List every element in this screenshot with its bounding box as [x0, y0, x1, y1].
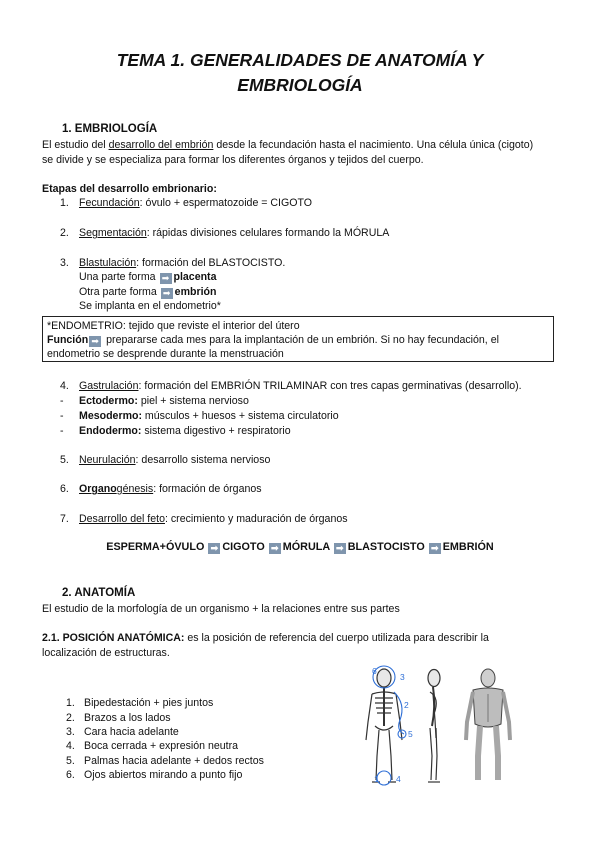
figure-label: 3: [400, 672, 405, 682]
stage-1-term: Fecundación: [79, 197, 140, 209]
list-item: Brazos a los lados: [84, 712, 171, 724]
layer-dash: -: [60, 425, 64, 437]
layer-dash: -: [60, 410, 64, 422]
stage-7: [79, 512, 348, 526]
stage-3-desc: : formación del BLASTOCISTO.: [136, 257, 286, 269]
arrow-right-icon: ➡: [208, 543, 220, 554]
stage-6-term-rest: génesis: [116, 483, 154, 495]
stages-title: Etapas del desarrollo embrionario:: [42, 183, 217, 195]
anatomical-position-figure: [360, 664, 520, 788]
muscle-figure: [466, 669, 510, 780]
stage-6-desc: : formación de órganos: [153, 483, 262, 495]
stage-3-term: Blastulación: [79, 257, 137, 269]
posicion-anatomica-line1: [42, 631, 489, 645]
stage-3-line-c: Se implanta en el endometrio*: [79, 300, 221, 312]
layer-dash: -: [60, 395, 64, 407]
stage-3: [79, 256, 285, 270]
funcion-label: Función: [47, 334, 89, 346]
layer-endodermo: [79, 424, 291, 438]
section1-intro-line1: [42, 138, 533, 152]
list-item: Ojos abiertos mirando a punto fijo: [84, 769, 243, 781]
note-line-2-text: prepararse cada mes para la implantación de un embrión. Si no hay fecundación, el: [103, 334, 499, 346]
intro-post: desde la fecundación hasta el nacimiento. Una célula única (cigoto): [213, 139, 534, 151]
stage-3-line-b: [79, 285, 216, 299]
stage-5-desc: : desarrollo sistema nervioso: [135, 454, 271, 466]
section1-intro-line2: se divide y se especializa para formar los diferentes órganos y tejidos del cuerpo.: [42, 154, 424, 166]
development-flow: [40, 540, 560, 554]
arrow-right-icon: ➡: [161, 288, 173, 299]
posicion-anatomica-label: 2.1. POSICIÓN ANATÓMICA:: [42, 632, 185, 644]
arrow-right-icon: ➡: [89, 336, 101, 347]
flow-step: MÓRULA: [282, 541, 330, 553]
layer-desc: sistema digestivo + respiratorio: [141, 425, 291, 437]
note-line-2: [47, 333, 499, 347]
stage-3-line-a-text: Una parte forma: [79, 271, 159, 283]
section-heading-embriologia: 1. EMBRIOLOGÍA: [62, 123, 158, 135]
stage-6-number: 6.: [60, 483, 69, 495]
list-item-number: 6.: [66, 769, 75, 781]
stage-4-term: Gastrulación: [79, 380, 139, 392]
list-item: Boca cerrada + expresión neutra: [84, 740, 238, 752]
arrow-right-icon: ➡: [160, 273, 172, 284]
stage-5-term: Neurulación: [79, 454, 136, 466]
layer-desc: músculos + huesos + sistema circulatorio: [141, 410, 339, 422]
layer-mesodermo: [79, 409, 339, 423]
layer-name: Ectodermo:: [79, 395, 138, 407]
skeleton-side-figure: [428, 670, 440, 783]
stage-2-term: Segmentación: [79, 227, 147, 239]
stage-1: [79, 196, 312, 210]
stage-4-number: 4.: [60, 380, 69, 392]
stage-5-number: 5.: [60, 454, 69, 466]
stage-1-desc: : óvulo + espermatozoide = CIGOTO: [139, 197, 313, 209]
flow-step: CIGOTO: [222, 541, 265, 553]
stage-6: [79, 482, 262, 496]
skeleton-front-figure: [366, 669, 402, 782]
flow-step: BLASTOCISTO: [347, 541, 425, 553]
note-line-3: endometrio se desprende durante la menstruación: [47, 348, 284, 360]
list-item-number: 5.: [66, 755, 75, 767]
stage-2-number: 2.: [60, 227, 69, 239]
note-line-1: *ENDOMETRIO: tejido que reviste el interior del útero: [47, 320, 300, 332]
layer-name: Endodermo:: [79, 425, 142, 437]
stage-2: [79, 226, 389, 240]
figure-label: 5: [408, 729, 413, 739]
stage-5: [79, 453, 270, 467]
posicion-anatomica-text: es la posición de referencia del cuerpo utilizada para describir la: [184, 632, 489, 644]
arrow-right-icon: ➡: [429, 543, 441, 554]
placenta-label: placenta: [173, 271, 217, 283]
stage-6-term-bold: Organo: [79, 483, 117, 495]
list-item-number: 2.: [66, 712, 75, 724]
list-item: Bipedestación + pies juntos: [84, 697, 214, 709]
layer-name: Mesodermo:: [79, 410, 142, 422]
stage-7-desc: : crecimiento y maduración de órganos: [164, 513, 348, 525]
title-line-2: EMBRIOLOGÍA: [237, 75, 363, 95]
layer-desc: piel + sistema nervioso: [137, 395, 249, 407]
list-item-number: 3.: [66, 726, 75, 738]
stage-4-desc: : formación del EMBRIÓN TRILAMINAR con tres capas germinativas (desarrollo).: [138, 380, 522, 392]
figure-label: 2: [404, 700, 409, 710]
title-line-1: TEMA 1. GENERALIDADES DE ANATOMÍA Y: [116, 50, 484, 70]
intro-pre: El estudio del: [42, 139, 109, 151]
list-item-number: 1.: [66, 697, 75, 709]
flow-step: ESPERMA+ÓVULO: [106, 541, 205, 553]
embrion-label: embrión: [174, 286, 217, 298]
document-title: [40, 48, 560, 98]
intro-link-text: desarrollo del embrión: [108, 139, 214, 151]
stage-7-number: 7.: [60, 513, 69, 525]
stage-4: [79, 379, 522, 393]
figure-label: 4: [396, 774, 401, 784]
stage-3-number: 3.: [60, 257, 69, 269]
stage-3-line-b-text: Otra parte forma: [79, 286, 160, 298]
list-item: Palmas hacia adelante + dedos rectos: [84, 755, 264, 767]
list-item: Cara hacia adelante: [84, 726, 179, 738]
stage-7-term: Desarrollo del feto: [79, 513, 165, 525]
arrow-right-icon: ➡: [334, 543, 346, 554]
section2-intro: El estudio de la morfología de un organismo + la relaciones entre sus partes: [42, 603, 400, 615]
stage-1-number: 1.: [60, 197, 69, 209]
flow-step: EMBRIÓN: [442, 541, 494, 553]
figure-label: 6: [372, 666, 377, 676]
posicion-anatomica-line2: localización de estructuras.: [42, 647, 170, 659]
stage-2-desc: : rápidas divisiones celulares formando la MÓRULA: [146, 227, 390, 239]
stage-3-line-a: [79, 270, 216, 284]
figure-label: 1: [374, 774, 379, 784]
arrow-right-icon: ➡: [269, 543, 281, 554]
section-heading-anatomia: 2. ANATOMÍA: [62, 587, 136, 599]
layer-ectodermo: [79, 394, 249, 408]
list-item-number: 4.: [66, 740, 75, 752]
